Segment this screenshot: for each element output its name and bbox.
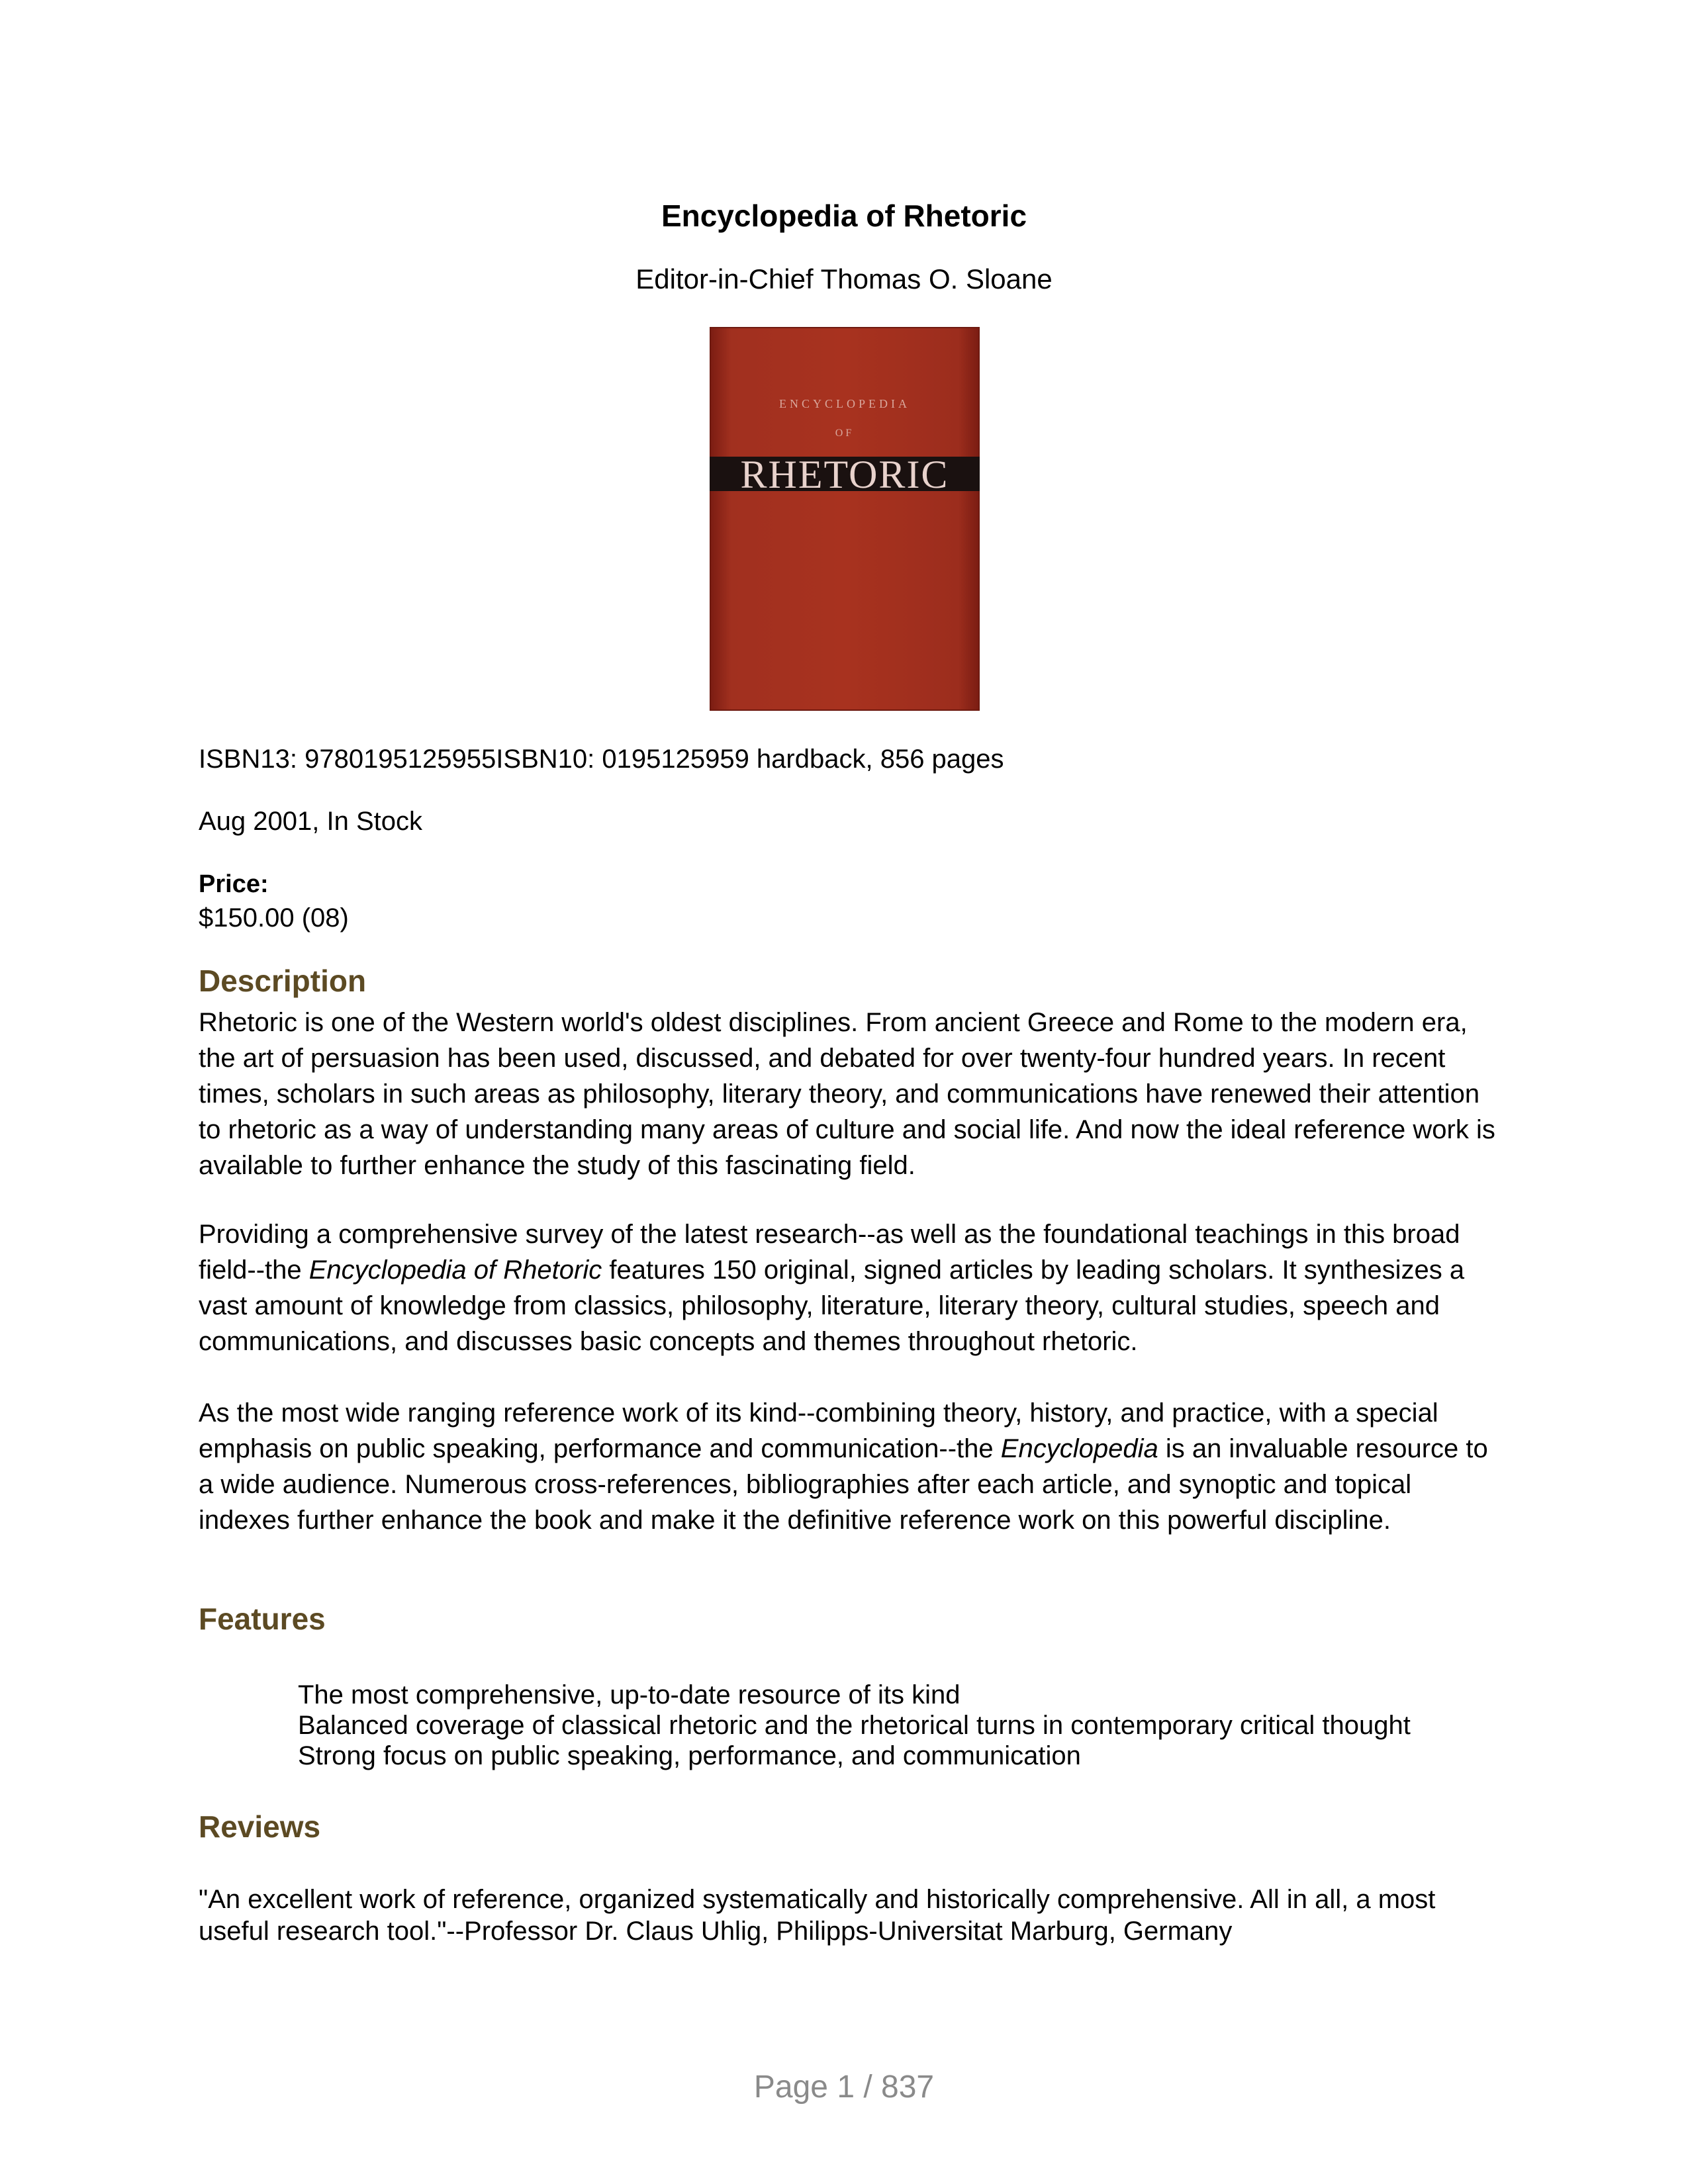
book-title: Encyclopedia of Rhetoric: [661, 199, 1027, 233]
price-label: Price:: [199, 870, 269, 898]
page-number: Page 1 / 837: [753, 2070, 935, 2105]
review-quote: "An excellent work of reference, organized systematically and historically comprehensive. All in all, a most useful research tool."--Professor Dr. Claus Uhlig, Philipps-Universitat Marburg, Germany: [199, 1885, 1436, 1946]
features-list: [298, 1680, 1556, 1771]
description-paragraph-2: [199, 1216, 1496, 1359]
paragraph-2-italic-title: Encyclopedia of Rhetoric: [308, 1255, 602, 1285]
paragraph-3-text-start: As the most wide ranging reference work of its kind--combining theory, history, and practice, with a special emphasis on public speaking, performance and communication--the: [199, 1398, 1438, 1463]
cover-of-text: OF: [835, 428, 855, 439]
book-cover-image: [710, 327, 980, 711]
reviews-heading: Reviews: [199, 1809, 321, 1844]
description-paragraph-1: Rhetoric is one of the Western world's oldest disciplines. From ancient Greece and Rome to the modern era, the art of persuasion has been used, discussed, and debated for over twenty-four hundred years. In recent times, scholars in such areas as philosophy, literary theory, and communications have renewed their attention to rhetoric as a way of understanding many areas of culture and social life. And now the ideal reference work is available to further enhance the study of this fascinating field.: [199, 1008, 1495, 1180]
feature-item: Balanced coverage of classical rhetoric and the rhetorical turns in contemporary critical thought: [298, 1711, 1411, 1740]
isbn-line: ISBN13: 9780195125955ISBN10: 0195125959 hardback, 856 pages: [199, 745, 1004, 774]
cover-top-text: ENCYCLOPEDIA: [779, 397, 910, 410]
feature-item: The most comprehensive, up-to-date resource of its kind: [298, 1680, 961, 1709]
cover-main-word: RHETORIC: [740, 453, 949, 496]
description-paragraph-3: [199, 1395, 1496, 1538]
description-heading: Description: [199, 964, 367, 998]
paragraph-3-italic-title: Encyclopedia: [1000, 1434, 1158, 1463]
price-value: $150.00 (08): [199, 903, 349, 933]
paragraph-3-text-end: is an invaluable resource to a wide audience. Numerous cross-references, bibliographies after each article, and synoptic and topical indexes further enhance the book and make it the definitive reference work on this powerful discipline.: [199, 1434, 1488, 1535]
feature-item: Strong focus on public speaking, performance, and communication: [298, 1741, 1081, 1770]
paragraph-2-text-end: features 150 original, signed articles by leading scholars. It synthesizes a vast amount of knowledge from classics, philosophy, literature, literary theory, cultural studies, speech and communications, and discusses basic concepts and themes throughout rhetoric.: [199, 1255, 1465, 1356]
paragraph-2-text-start: Providing a comprehensive survey of the latest research--as well as the foundational teachings in this broad field--the: [199, 1220, 1460, 1285]
features-heading: Features: [199, 1602, 326, 1636]
publication-date-line: Aug 2001, In Stock: [199, 807, 423, 836]
book-editor: Editor-in-Chief Thomas O. Sloane: [635, 263, 1053, 295]
